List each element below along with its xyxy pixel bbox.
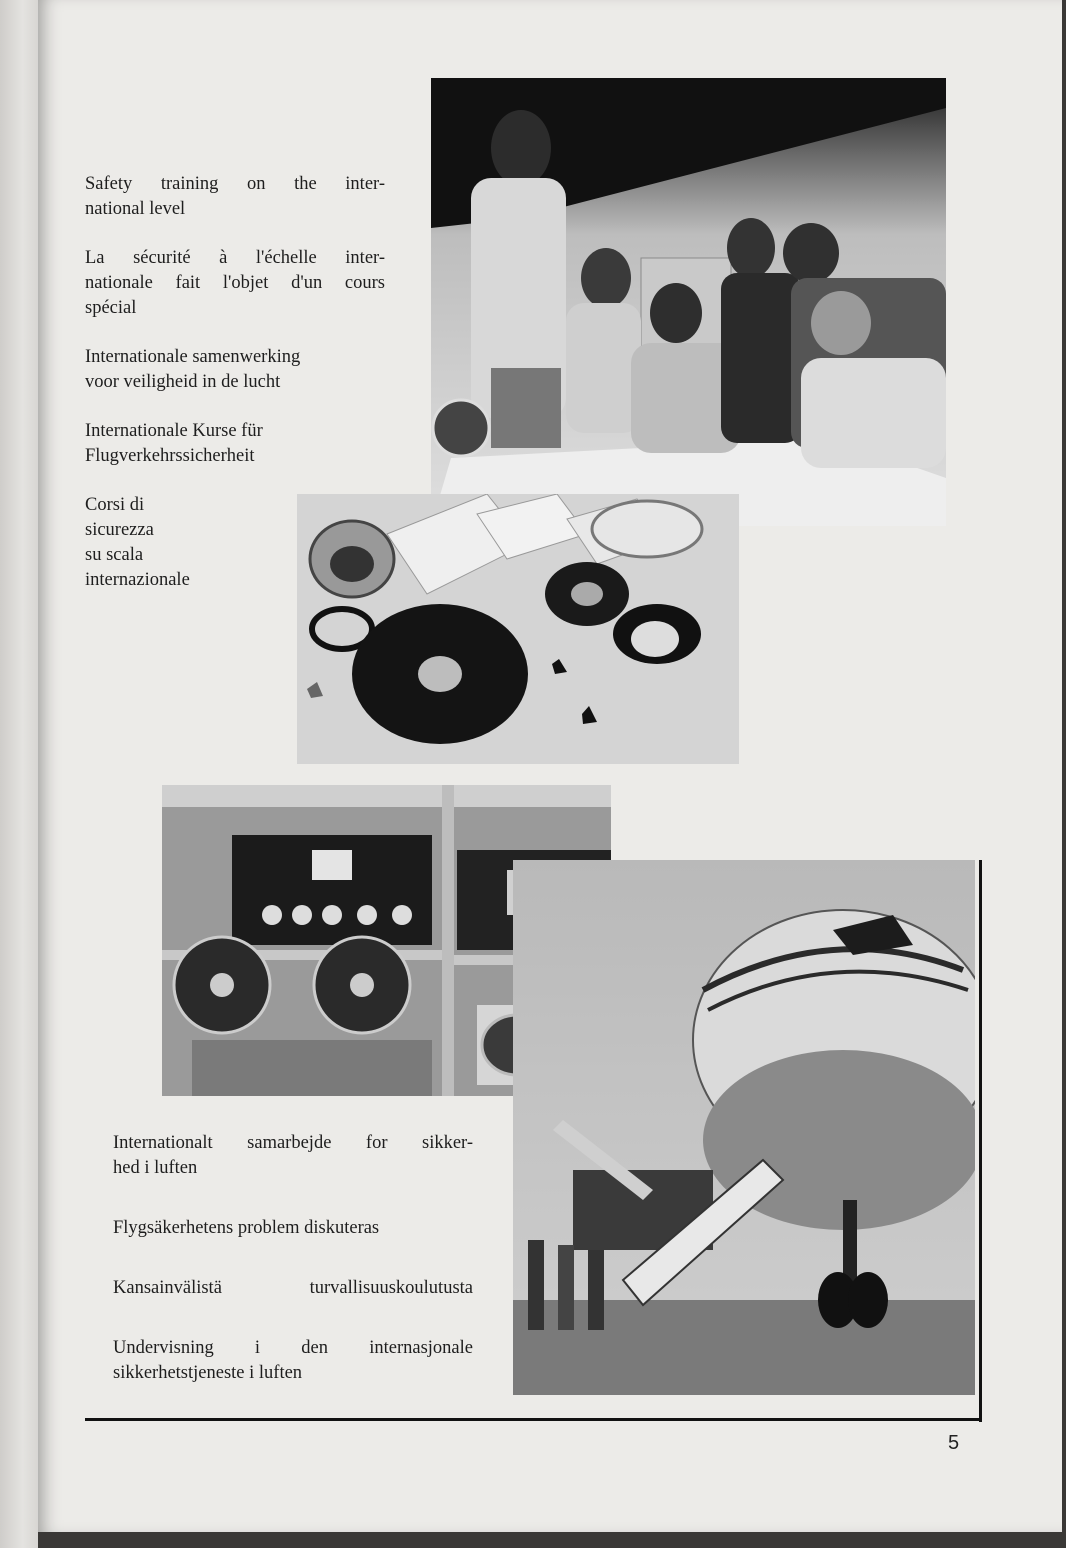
caption-line: Kansainvälistä turvallisuuskoulutusta (113, 1278, 473, 1298)
photo-men-at-table (431, 78, 946, 526)
caption-sv (113, 1216, 473, 1241)
caption-line: Internationale Kurse für (85, 421, 263, 441)
page-gutter (0, 0, 38, 1548)
photo-airplane (513, 860, 975, 1395)
caption-da (113, 1131, 473, 1181)
caption-nl (85, 345, 385, 395)
caption-line: Internationalt samarbejde for sikker- (113, 1133, 473, 1153)
caption-line: Safety training on the inter- (85, 174, 385, 194)
caption-fi (113, 1276, 473, 1301)
caption-fr (85, 246, 385, 321)
caption-line: Undervisning i den internasjonale (113, 1338, 473, 1358)
caption-line: Corsi di (85, 495, 145, 515)
caption-de (85, 419, 385, 469)
caption-line: hed i luften (113, 1158, 198, 1178)
caption-line: Flygsäkerhetens problem diskuteras (113, 1218, 380, 1238)
caption-en (85, 172, 385, 222)
caption-line: sikkerhetstjeneste i luften (113, 1363, 303, 1383)
page-number: 5 (948, 1432, 960, 1454)
caption-line: voor veiligheid in de lucht (85, 372, 281, 392)
caption-line: Flugverkehrssicherheit (85, 446, 255, 466)
caption-no (113, 1336, 473, 1386)
vertical-rule (979, 860, 982, 1422)
caption-block-bottom (113, 1131, 473, 1386)
horizontal-rule (85, 1418, 982, 1421)
caption-line: su scala (85, 545, 144, 565)
caption-line: sicurezza (85, 520, 154, 540)
caption-line: nationale fait l'objet d'un cours (85, 273, 385, 293)
caption-line: internazionale (85, 570, 190, 590)
caption-line: Internationale samenwerking (85, 347, 301, 367)
caption-line: spécial (85, 298, 137, 318)
caption-line: national level (85, 199, 186, 219)
caption-line: La sécurité à l'échelle inter- (85, 248, 385, 268)
photo-film-reels (297, 494, 739, 764)
